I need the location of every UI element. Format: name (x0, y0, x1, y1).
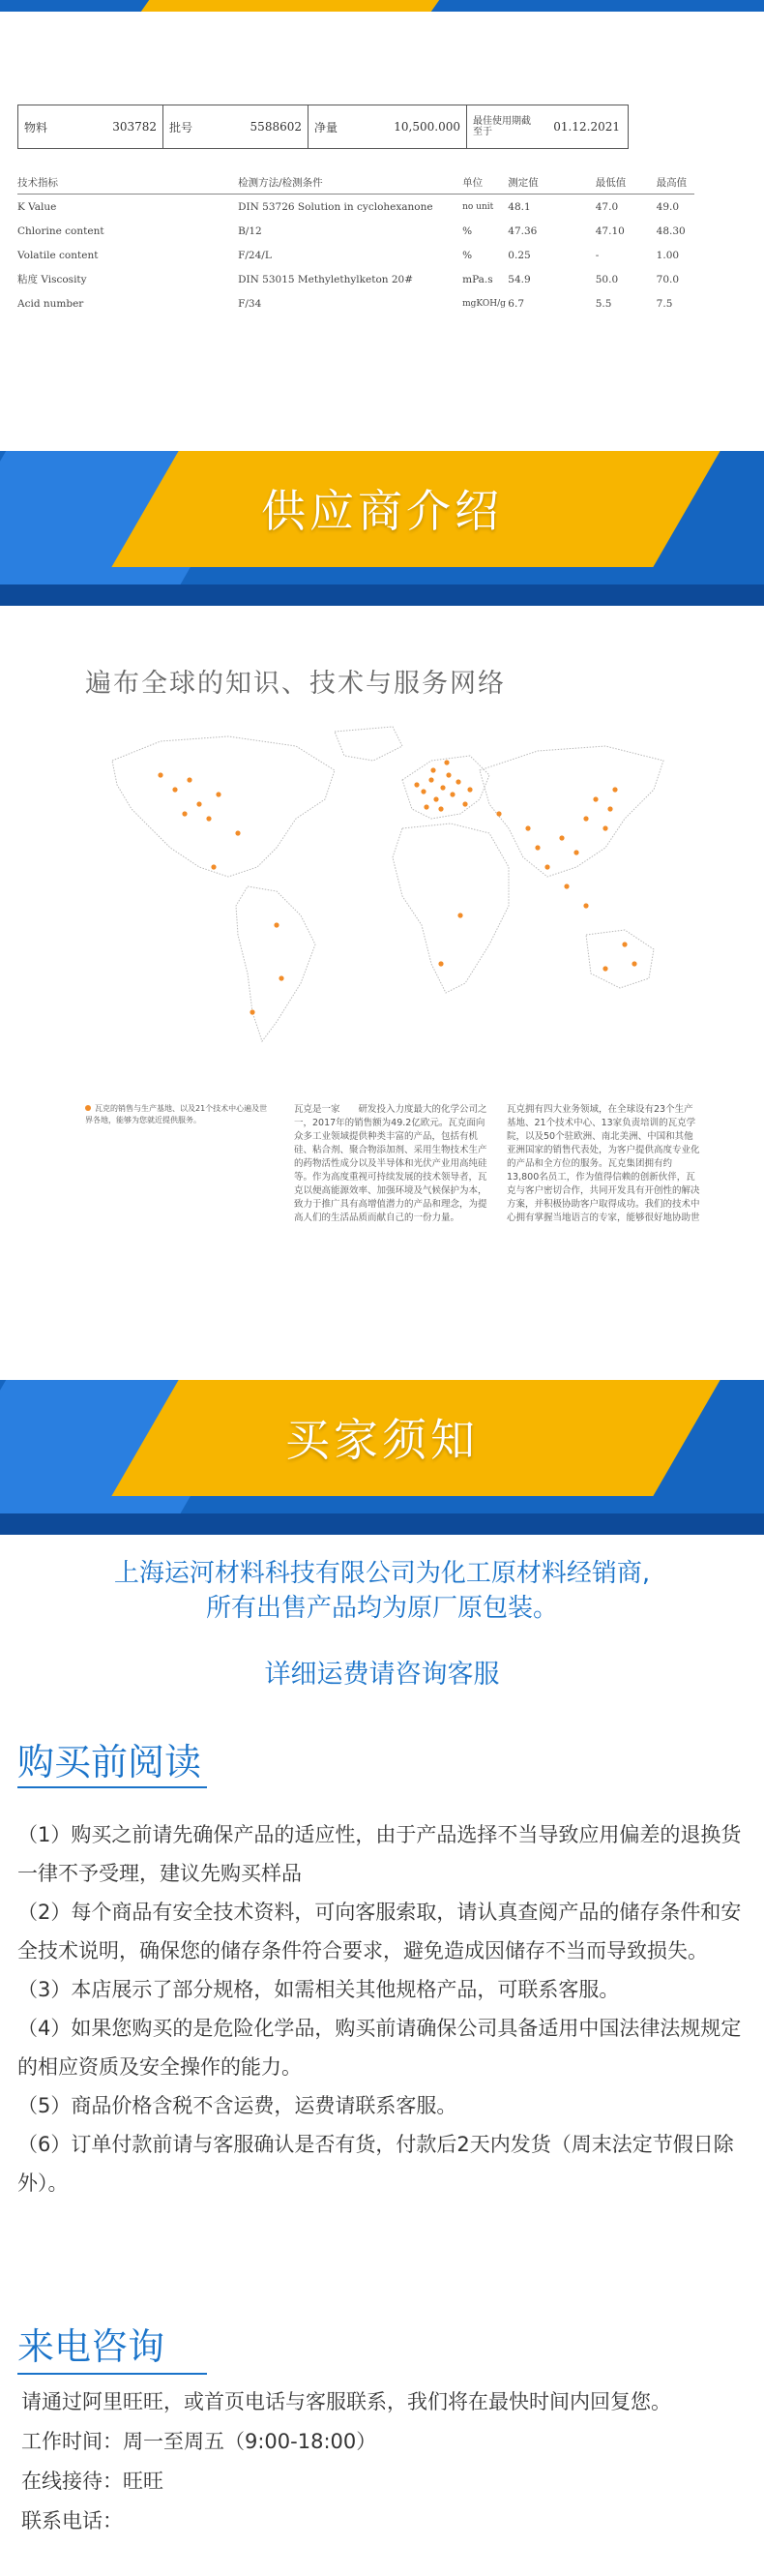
site-marker-dot (593, 796, 598, 801)
map-title: 遍布全球的知识、技术与服务网络 (85, 669, 506, 699)
site-marker-dot (455, 779, 460, 784)
list-item: （3）本店展示了部分规格，如需相关其他规格产品，可联系客服。 (17, 1978, 620, 2001)
buyer-notice-banner (0, 1380, 764, 1535)
list-item: （6）订单付款前请与客服确认是否有货，付款后2天内发货（周末法定节假日除外）。 (17, 2133, 734, 2195)
site-marker-dot (172, 787, 177, 792)
site-marker-dot (573, 850, 578, 854)
supplier-banner-title: 供应商介绍 (261, 485, 503, 537)
list-item: （4）如果您购买的是危险化学品，购买前请确保公司具备适用中国法律法规规定的相应资质及安全操作的能力。 (17, 2017, 742, 2079)
site-marker-dot (602, 825, 607, 830)
site-marker-dot (196, 801, 201, 806)
site-marker-dot (462, 801, 467, 806)
site-marker-dot (444, 760, 449, 764)
contact-title: 来电咨询 (17, 2325, 165, 2368)
site-marker-dot (438, 806, 443, 811)
contact-underline (17, 2373, 207, 2375)
shipping-note: 详细运费请咨询客服 (264, 1660, 500, 1690)
site-marker-dot (535, 845, 540, 850)
site-marker-dot (450, 792, 455, 796)
site-marker-dot (182, 811, 187, 816)
site-marker-dot (187, 777, 191, 782)
info-best-before: 最佳使用期截至于 01.12.2021 (473, 116, 620, 137)
list-item: （1）购买之前请先确保产品的适应性，由于产品选择不当导致应用偏差的退换货一律不予受理，建议先购买样品 (17, 1823, 742, 1885)
site-marker-dot (424, 804, 428, 809)
site-marker-dot (602, 966, 607, 971)
site-marker-dot (612, 787, 617, 792)
info-net-weight: 净量 10,500.000 (309, 105, 467, 148)
map-legend: 瓦克的销售与生产基地、以及21个技术中心遍及世界各地，能够为您就近提供服务。 (85, 1104, 268, 1124)
site-marker-dot (250, 1009, 254, 1014)
site-marker-dot (274, 922, 279, 927)
contact-line: 联系电话： (21, 2509, 123, 2532)
site-marker-dot (564, 884, 569, 888)
site-marker-dot (457, 913, 462, 917)
supplier-paragraph-2: 瓦克拥有四大业务领域，在全球设有23个生产基地、21个技术中心、13家负责培训的瓦克学院，以及50个驻欧洲、南北美洲、中国和其他亚洲国家的销售代表处，为客户提供高度专业化的产品和全方位的服务。瓦克集团拥有约13,800名员工，作为值得信赖的创新伙伴，瓦克与客户密切合作，共同开发具有开创性的解决方案，并积极协助客户取得成功。我们的技术中心拥有掌握当地语言的专家，能够很好地协助世 (507, 1104, 700, 1223)
site-markers (158, 760, 636, 1014)
site-marker-dot (607, 806, 612, 811)
site-marker-dot (496, 811, 501, 816)
site-marker-dot (440, 785, 445, 790)
site-marker-dot (158, 772, 162, 777)
spec-table (17, 170, 694, 315)
site-marker-dot (421, 789, 426, 794)
supplier-paragraph-1: 瓦克是一家 研发投入力度最大的化学公司之一，2017年的销售额为49.2亿欧元。瓦克面向众多工业领域提供种类丰富的产品，包括有机硅、粘合剂、聚合物添加剂、采用生物技术生产的药物活性成分以及半导体和光伏产业用高纯硅等。作为高度重视可持续发展的技术领导者，瓦克以便高能源效率、加强环境及气候保护为本，致力于推广具有高增值潜力的产品和理念，为提高人们的生活品质而献自己的一份力量。 (294, 1104, 487, 1223)
site-marker-dot (632, 961, 636, 966)
site-marker-dot (544, 864, 549, 869)
company-notice: 上海运河材料科技有限公司为化工原材料经销商, 所有出售产品均为原厂原包装。 (113, 1559, 651, 1623)
info-batch: 批号 5588602 (163, 105, 309, 148)
site-marker-dot (583, 903, 588, 908)
site-marker-dot (559, 835, 564, 840)
site-marker-dot (525, 825, 530, 830)
read-before-title: 购买前阅读 (17, 1741, 202, 1783)
read-before-list (17, 1815, 748, 2202)
table-row: Acid number F/34 mgKOH/g 6.7 5.5 7.5 (17, 297, 673, 310)
contact-line: 请通过阿里旺旺，或首页电话与客服联系，我们将在最快时间内回复您。 (21, 2390, 671, 2413)
site-marker-dot (430, 767, 435, 772)
site-marker-dot (211, 864, 216, 869)
contact-info (21, 2382, 756, 2541)
site-marker-dot (414, 782, 419, 787)
orange-dot-icon (85, 1105, 91, 1111)
supplier-banner (0, 451, 764, 606)
site-marker-dot (446, 772, 451, 777)
contact-line: 工作时间：周一至周五（9:00-18:00） (21, 2430, 377, 2453)
contact-line: 在线接待：旺旺 (21, 2470, 163, 2493)
site-marker-dot (206, 816, 211, 821)
site-marker-dot (279, 975, 283, 980)
spec-table-header: 技术指标 检测方法/检测条件 单位 测定值 最低值 最高值 (17, 170, 694, 195)
site-marker-dot (438, 961, 443, 966)
spec-info-box (17, 105, 629, 149)
table-row: K Value DIN 53726 Solution in cyclohexanone no unit 48.1 47.0 49.0 (17, 200, 680, 213)
table-row: 粘度 Viscosity DIN 53015 Methylethylketon 20# mPa.s 54.9 50.0 70.0 (17, 273, 680, 285)
site-marker-dot (467, 787, 472, 792)
buyer-banner-title: 买家须知 (285, 1414, 479, 1466)
list-item: （5）商品价格含税不含运费，运费请联系客服。 (17, 2094, 457, 2117)
list-item: （2）每个商品有安全技术资料，可向客服索取，请认真查阅产品的储存条件和安全技术说明，确保您的储存条件符合要求，避免造成因储存不当而导致损失。 (17, 1901, 742, 1962)
site-marker-dot (235, 830, 240, 835)
info-material: 物料 303782 (18, 105, 163, 148)
top-banner-strip (0, 0, 764, 12)
table-row: Volatile content F/24/L % 0.25 - 1.00 (17, 249, 680, 261)
world-map (83, 722, 683, 1070)
site-marker-dot (583, 816, 588, 821)
site-marker-dot (622, 942, 627, 946)
site-marker-dot (428, 777, 433, 782)
read-before-underline (17, 1786, 207, 1788)
table-row: Chlorine content B/12 % 47.36 47.10 48.30 (17, 225, 686, 237)
site-marker-dot (433, 796, 438, 801)
site-marker-dot (216, 792, 220, 796)
